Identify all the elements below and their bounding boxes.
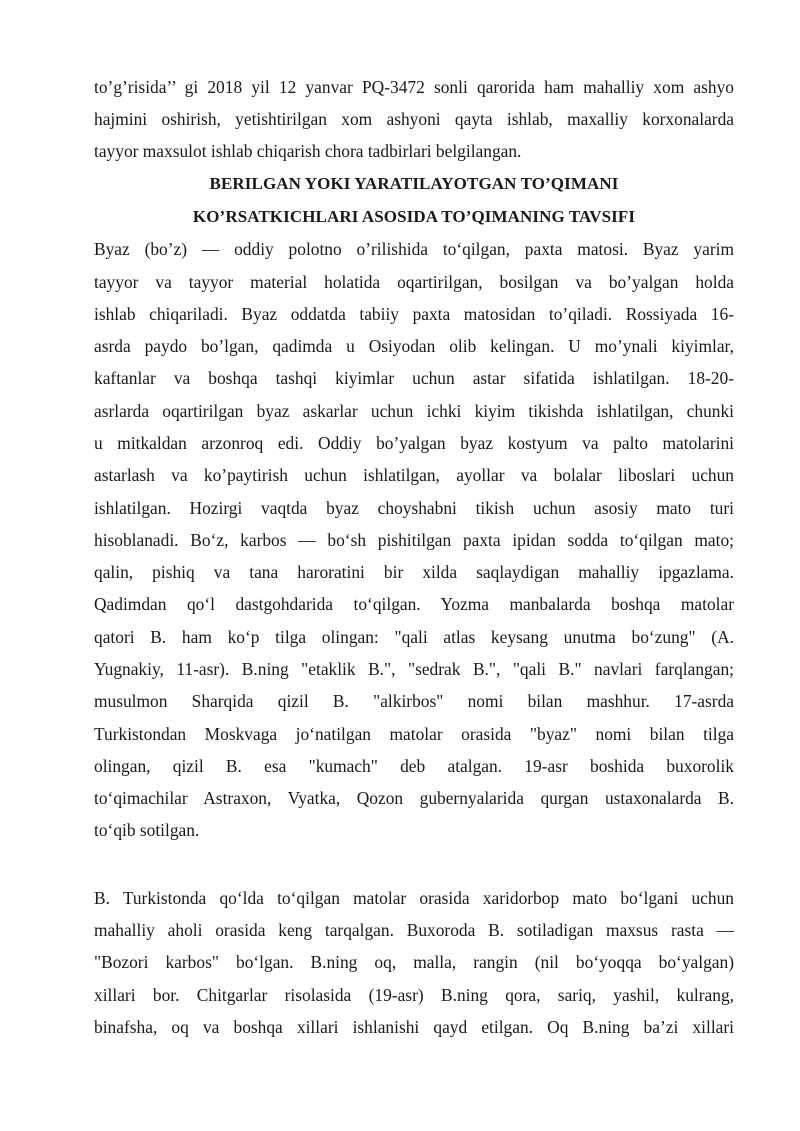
- paragraph1-line-16: Turkistondan Moskvaga jo‘natilgan matolar orasida "byaz" nomi bilan tilga: [94, 724, 734, 744]
- paragraph1-line-8: astarlash va ko’paytirish uchun ishlatilgan, ayollar va bolalar liboslari uchun: [94, 465, 734, 485]
- paragraph1-line-2: tayyor va tayyor material holatida oqartirilgan, bosilgan va bo’yalgan holda: [94, 272, 734, 292]
- paragraph2-line-2: mahalliy aholi orasida keng tarqalgan. Buxoroda B. sotiladigan maxsus rasta —: [94, 920, 734, 940]
- paragraph1-line-6: asrlarda oqartirilgan byaz askarlar uchun ichki kiyim tikishda ishlatilgan, chunki: [94, 401, 734, 421]
- paragraph1-line-1: Byaz (bo’z) — oddiy polotno o’rilishida to‘qilgan, paxta matosi. Byaz yarim: [94, 239, 734, 259]
- paragraph1-line-12: Qadimdan qo‘l dastgohdarida to‘qilgan. Yozma manbalarda boshqa matolar: [94, 594, 734, 614]
- paragraph1-line-5: kaftanlar va boshqa tashqi kiyimlar uchun astar sifatida ishlatilgan. 18-20-: [94, 368, 734, 388]
- paragraph1-line-10: hisoblanadi. Bo‘z, karbos — bo‘sh pishitilgan paxta ipidan sodda to‘qilgan mato;: [94, 530, 734, 550]
- paragraph1-line-19: to‘qib sotilgan.: [94, 820, 200, 840]
- intro-line-3: tayyor maxsulot ishlab chiqarish chora tadbirlari belgilangan.: [94, 141, 522, 161]
- paragraph1-line-11: qalin, pishiq va tana haroratini bir xilda saqlaydigan mahalliy ipgazlama.: [94, 562, 734, 582]
- paragraph2-line-4: xillari bor. Chitgarlar risolasida (19-asr) B.ning qora, sariq, yashil, kulrang,: [94, 985, 734, 1005]
- section-heading-line-1: BERILGAN YOKI YARATILAYOTGAN TO’QIMANI: [209, 174, 619, 193]
- intro-line-1: to’g’risida’’ gi 2018 yil 12 yanvar PQ-3472 sonli qarorida ham mahalliy xom ashyo: [94, 77, 734, 97]
- paragraph2-line-1: B. Turkistonda qo‘lda to‘qilgan matolar orasida xaridorbop mato bo‘lgani uchun: [94, 888, 734, 908]
- paragraph2-line-5: binafsha, oq va boshqa xillari ishlanishi qayd etilgan. Oq B.ning ba’zi xillari: [94, 1017, 734, 1037]
- paragraph1-line-17: olingan, qizil B. esa "kumach" deb atalgan. 19-asr boshida buxorolik: [94, 756, 734, 776]
- paragraph1-line-14: Yugnakiy, 11-asr). B.ning "etaklik B.", "sedrak B.", "qali B." navlari farqlangan;: [94, 659, 734, 679]
- paragraph2-line-3: "Bozori karbos" bo‘lgan. B.ning oq, malla, rangin (nil bo‘yoqqa bo‘yalgan): [94, 952, 734, 972]
- intro-line-2: hajmini oshirish, yetishtirilgan xom ashyoni qayta ishlab, maxalliy korxonalarda: [94, 109, 734, 129]
- section-heading-line-2: KO’RSATKICHLARI ASOSIDA TO’QIMANING TAVSIFI: [192, 207, 636, 226]
- paragraph1-line-9: ishlatilgan. Hozirgi vaqtda byaz choyshabni tikish uchun asosiy mato turi: [94, 498, 734, 518]
- paragraph1-line-13: qatori B. ham ko‘p tilga olingan: "qali atlas keysang unutma bo‘zung" (A.: [94, 627, 734, 647]
- paragraph1-line-4: asrda paydo bo’lgan, qadimda u Osiyodan olib kelingan. U mo’ynali kiyimlar,: [94, 336, 734, 356]
- paragraph1-line-7: u mitkaldan arzonroq edi. Oddiy bo’yalgan byaz kostyum va palto matolarini: [94, 433, 734, 453]
- paragraph1-line-3: ishlab chiqariladi. Byaz oddatda tabiiy paxta matosidan to’qiladi. Rossiyada 16-: [94, 304, 734, 324]
- paragraph1-line-15: musulmon Sharqida qizil B. "alkirbos" nomi bilan mashhur. 17-asrda: [94, 691, 734, 711]
- paragraph1-line-18: to‘qimachilar Astraxon, Vyatka, Qozon gubernyalarida qurgan ustaxonalarda B.: [94, 788, 734, 808]
